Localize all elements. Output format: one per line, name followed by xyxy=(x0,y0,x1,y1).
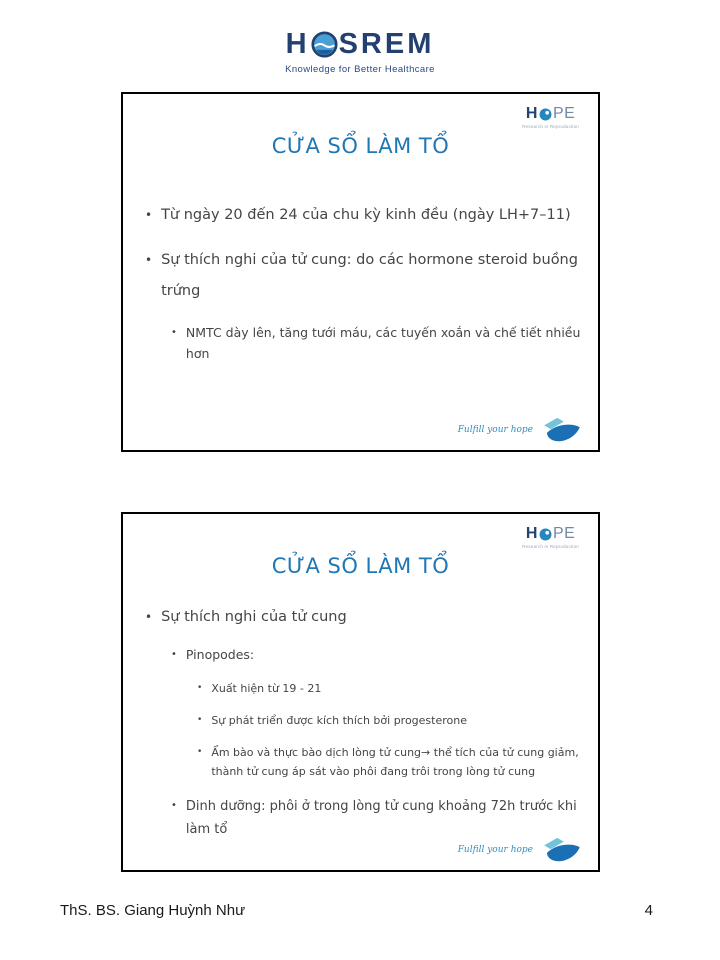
bullet-marker: • xyxy=(145,253,153,268)
hope-wordmark-pe: PE xyxy=(552,525,576,542)
hope-wordmark-h: H xyxy=(525,525,538,542)
bullet-text: Dinh dưỡng: phôi ở trong lòng tử cung khoảng 72h trước khi làm tổ xyxy=(185,798,577,838)
bullet-marker: • xyxy=(145,610,153,624)
bullet-list xyxy=(145,200,584,377)
fulfill-tagline xyxy=(458,415,582,445)
bullet-marker: • xyxy=(197,682,203,693)
hope-logo xyxy=(522,525,579,549)
hope-swoosh-icon xyxy=(540,415,582,445)
slide-2 xyxy=(121,512,600,872)
hope-globe-icon xyxy=(539,108,552,121)
bullet-item xyxy=(197,679,584,698)
bullet-marker: • xyxy=(171,799,177,811)
slide-title: CỬA SỔ LÀM TỔ xyxy=(271,554,450,578)
fulfill-tagline-text: Fulfill your hope xyxy=(457,845,533,855)
footer-author: ThS. BS. Giang Huỳnh Như xyxy=(60,902,246,919)
bullet-text: Ẩm bào và thực bào dịch lòng tử cung→ thể tích của tử cung giảm, thành tử cung áp sát vào phôi đang trôi trong lòng tử cung xyxy=(211,746,579,779)
page-number: 4 xyxy=(644,902,653,919)
hosrem-wordmark-h: H xyxy=(285,28,310,60)
bullet-marker: • xyxy=(197,714,203,725)
bullet-item xyxy=(171,644,584,665)
bullet-text: Từ ngày 20 đến 24 của chu kỳ kinh đều (ngày LH+7–11) xyxy=(161,207,571,223)
slide-1 xyxy=(121,92,600,452)
bullet-text: NMTC dày lên, tăng tưới máu, các tuyến xoắn và chế tiết nhiều hơn xyxy=(185,324,581,361)
hope-globe-icon xyxy=(539,528,552,541)
bullet-list xyxy=(145,606,584,854)
hope-tagline: Research in Reproduction xyxy=(522,544,579,549)
bullet-text: Sự thích nghi của tử cung: do các hormone steroid buồng trứng xyxy=(161,252,578,300)
hosrem-logo xyxy=(0,28,720,75)
fulfill-tagline-text: Fulfill your hope xyxy=(457,425,533,435)
hosrem-wordmark xyxy=(286,28,435,61)
bullet-item xyxy=(145,606,584,629)
bullet-item xyxy=(145,200,584,231)
hope-swoosh-icon xyxy=(540,835,582,865)
hope-wordmark xyxy=(526,105,575,123)
bullet-item xyxy=(145,245,584,307)
bullet-text: Xuất hiện từ 19 - 21 xyxy=(211,681,322,695)
hosrem-globe-icon xyxy=(311,31,338,58)
bullet-text: Sự phát triển được kích thích bởi progesterone xyxy=(211,713,467,727)
hope-logo xyxy=(522,105,579,129)
bullet-item xyxy=(171,322,584,365)
hosrem-tagline: Knowledge for Better Healthcare xyxy=(285,64,435,75)
bullet-text: Pinopodes: xyxy=(185,647,255,663)
bullet-item xyxy=(197,743,584,782)
hope-wordmark-h: H xyxy=(525,105,538,122)
bullet-marker: • xyxy=(145,208,153,222)
hosrem-wordmark-srem: SREM xyxy=(338,28,435,60)
bullet-marker: • xyxy=(197,747,203,758)
slide-title: CỬA SỔ LÀM TỔ xyxy=(271,134,450,158)
hope-tagline: Research in Reproduction xyxy=(522,124,579,129)
bullet-item xyxy=(197,711,584,730)
bullet-text: Sự thích nghi của tử cung xyxy=(161,609,347,625)
bullet-marker: • xyxy=(171,649,177,661)
bullet-marker: • xyxy=(171,326,177,338)
hope-wordmark-pe: PE xyxy=(552,105,576,122)
hope-wordmark xyxy=(526,525,575,543)
fulfill-tagline xyxy=(458,835,582,865)
